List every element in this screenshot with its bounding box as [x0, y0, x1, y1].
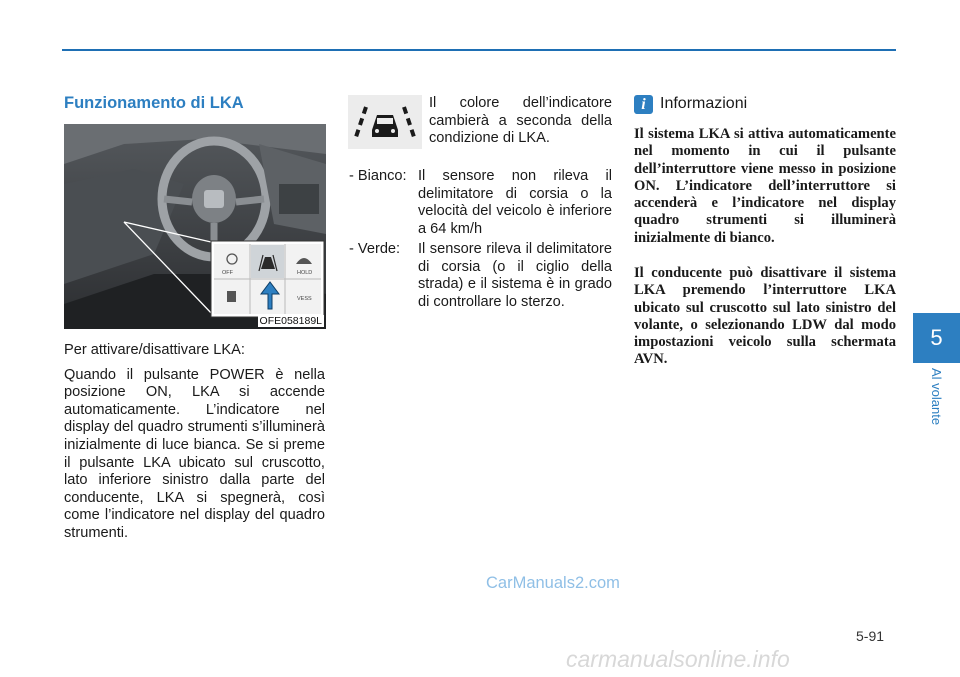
chapter-label — [924, 368, 944, 438]
info-icon: i — [634, 95, 653, 114]
item-label: - Verde: — [349, 241, 401, 257]
item-text: Il sensore rileva il delimitatore di corsia (o il ciglio della strada) e il sistema è in grado di controllare lo sterzo. — [418, 241, 612, 310]
dashboard-illustration — [64, 124, 326, 329]
panel-off-label: OFF — [222, 270, 233, 276]
info-paragraph: Il sistema LKA si attiva automaticamente nel momento in cui il pulsante dell’interruttore viene messo in posizione ON. L’indicatore dell’interruttore si accenderà e l’indicatore nel display quadro strumenti si illuminerà inizialmente di bianco. — [634, 126, 896, 246]
panel-vess-label: VESS — [297, 296, 312, 302]
list-item — [349, 168, 612, 238]
watermark: CarManuals2.com — [486, 574, 620, 592]
left-body — [64, 342, 325, 550]
dashboard-drawing — [64, 124, 326, 329]
panel-hold-label: HOLD — [297, 270, 313, 276]
chapter-label-text: Al volante — [929, 368, 944, 426]
list-item — [349, 241, 612, 311]
chapter-tab: 5 — [913, 313, 960, 363]
indicator-intro: Il colore dell’indicatore cambierà a seconda della condizione di LKA. — [429, 95, 612, 147]
footer-site-watermark: carmanualsonline.info — [566, 646, 790, 672]
lka-indicator-icon — [348, 95, 422, 149]
info-paragraph: Il conducente può disattivare il sistema LKA premendo l’interruttore LKA ubicato sul cruscotto sul lato sinistro del volante, o selezionando LDW dal modo impostazioni veicolo sulla schermata AVN. — [634, 265, 896, 368]
activation-heading: Per attivare/disattivare LKA: — [64, 342, 245, 358]
activation-paragraph: Quando il pulsante POWER è nella posizione ON, LKA si accende automaticamente. L’indicatore nel display del quadro strumenti s’illuminerà inizialmente di luce bianca. Se si preme il pulsante LKA ubicato sul cruscotto, lato inferiore sinistro dalla parte del conducente, LKA si spegnerà, così come l’indicatore nel display del quadro strumenti. — [64, 366, 325, 541]
item-text: Il sensore non rileva il delimitatore di corsia o la velocità del veicolo è inferiore a 64 km/h — [418, 168, 612, 237]
header-rule — [62, 49, 896, 51]
item-label: - Bianco: — [349, 168, 407, 184]
figure-code: OFE058189L — [259, 315, 322, 327]
page-number: 5-91 — [856, 628, 885, 644]
info-title: Informazioni — [660, 95, 748, 112]
section-title: Funzionamento di LKA — [64, 94, 244, 112]
